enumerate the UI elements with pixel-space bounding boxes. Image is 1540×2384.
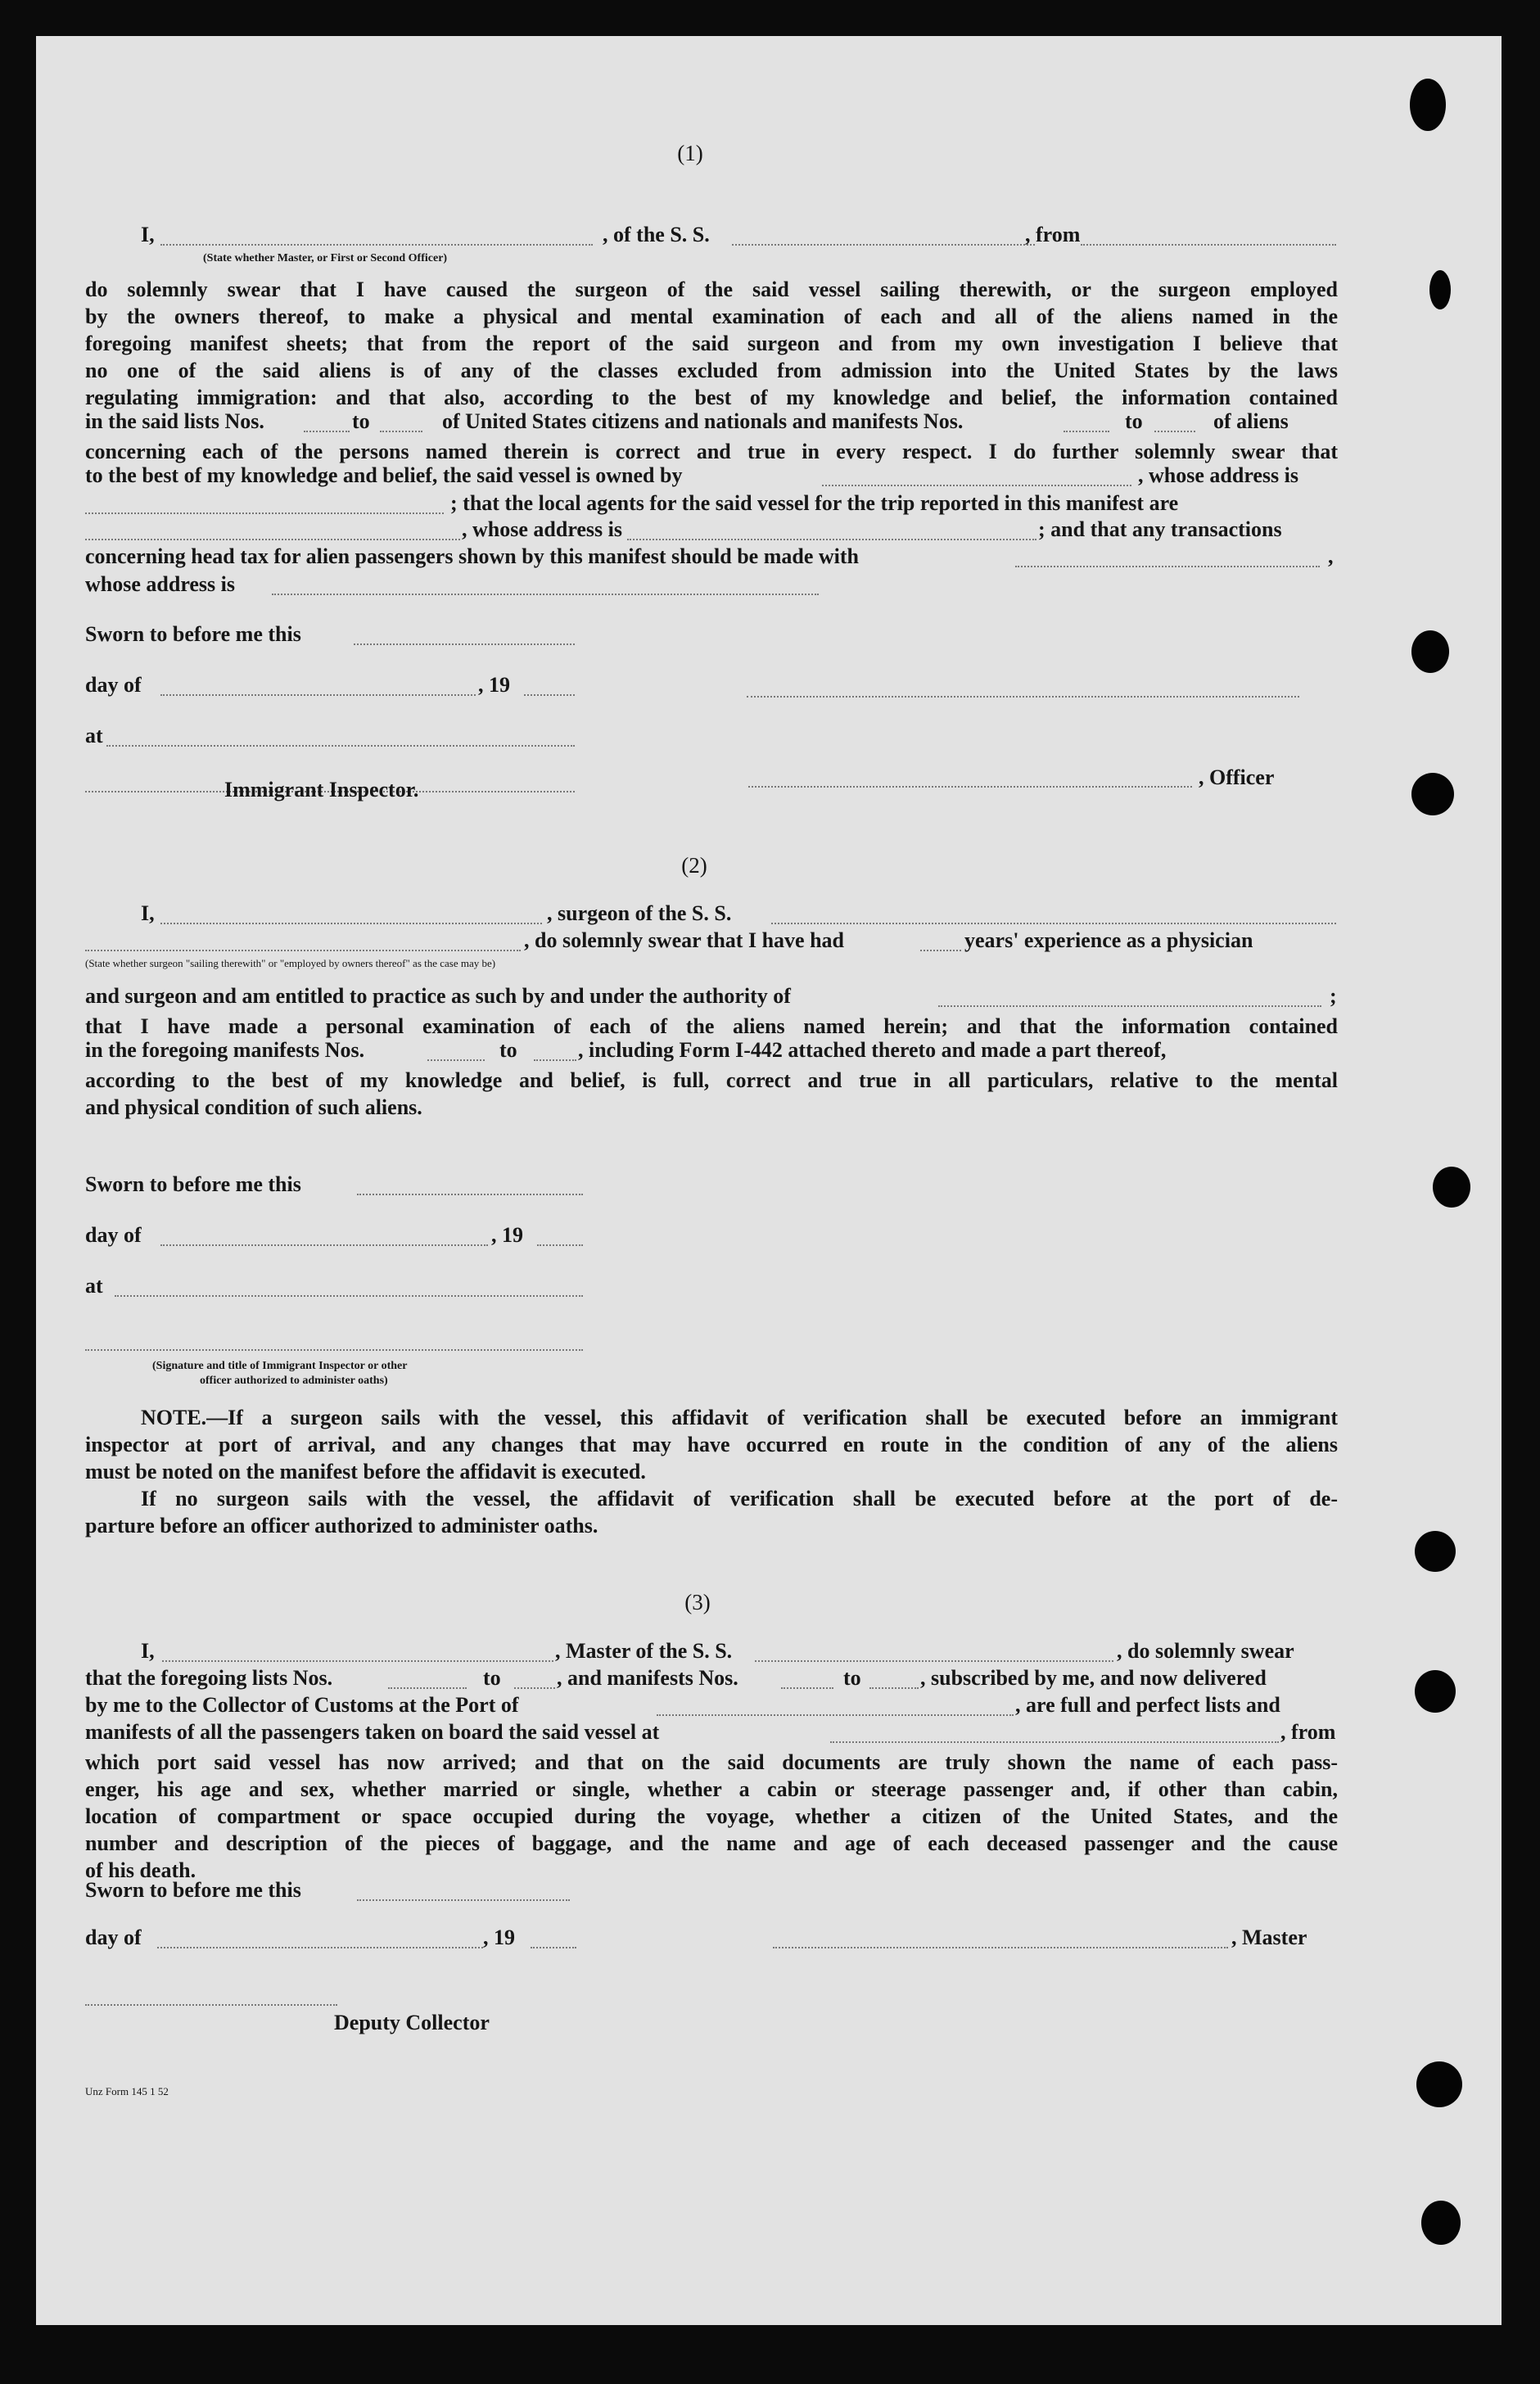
s1-sworn-label: Sworn to before me this (85, 622, 301, 646)
s3-perfect-label: , are full and perfect lists and (1015, 1693, 1280, 1717)
section-3-number: (3) (684, 1590, 711, 1614)
s1-manifests-to-label: to (1125, 409, 1143, 433)
s3-master-name-field[interactable] (162, 1660, 553, 1662)
s2-signature-note-1: (Signature and title of Immigrant Inspector or other (152, 1360, 408, 1372)
s3-master-signature-field[interactable] (773, 1947, 1228, 1948)
s1-agent-address-label: , whose address is (462, 517, 623, 541)
s3-board-label: manifests of all the passengers taken on board the said vessel at (85, 1720, 660, 1744)
s2-swear-label: , do solemnly swear that I have had (524, 928, 845, 952)
punch-hole-9 (1421, 2201, 1461, 2245)
s2-years-label: years' experience as a physician (964, 928, 1253, 952)
s1-i-label: I, (141, 223, 155, 246)
s1-day-label: day of (85, 673, 142, 697)
s2-at-label: at (85, 1274, 103, 1298)
s2-manifests-from-field[interactable] (427, 1059, 485, 1061)
s1-whose-address-field[interactable] (272, 594, 819, 595)
s1-of-ss-label: , of the S. S. (603, 223, 710, 246)
s3-master-label: , Master of the S. S. (555, 1639, 733, 1663)
s3-manifests-to-label: to (843, 1666, 861, 1690)
s1-at-field[interactable] (106, 745, 575, 747)
s2-authority-field[interactable] (938, 1005, 1321, 1007)
punch-hole-7 (1415, 1670, 1456, 1713)
s3-lists-from-field[interactable] (388, 1687, 467, 1689)
s3-vessel-field[interactable] (755, 1660, 1113, 1662)
s1-lists-to-label: to (352, 409, 370, 433)
s3-deputy-signature-field[interactable] (85, 2004, 337, 2006)
s3-deputy-label: Deputy Collector (334, 2011, 490, 2034)
s1-whose-address-label: whose address is (85, 572, 236, 596)
s1-owner-field[interactable] (822, 485, 1131, 486)
s1-lists-to-field[interactable] (380, 431, 422, 432)
s1-from-label: , from (1025, 223, 1081, 246)
s3-year-field[interactable] (531, 1947, 576, 1948)
s2-day-field[interactable] (160, 1244, 488, 1246)
s2-surgeon-type-field[interactable] (85, 950, 521, 951)
s3-board-port-field[interactable] (830, 1741, 1279, 1743)
s1-owner-address-field[interactable] (85, 512, 444, 514)
s3-paragraph: which port said vessel has now arrived; and that on the said documents are truly shown the name of each pass- enger, his age and sex, whether married or single, whether a cabin or steerage passenger and, if other than cabin, location of compartment or space occupied during the voyage, whether a citizen of the United States, and the number and description of the pieces of baggage, and the name and age of each deceased passenger and the cause of his death. (85, 1750, 1338, 1882)
s1-agents-label: ; that the local agents for the said vessel for the trip reported in this manifest are (450, 491, 1179, 515)
s2-sworn-label: Sworn to before me this (85, 1172, 301, 1196)
s2-signature-note-2: officer authorized to administer oaths) (200, 1375, 388, 1387)
s1-year-label: , 19 (478, 673, 510, 697)
section-2-number: (2) (681, 853, 707, 878)
s3-collector-label: by me to the Collector of Customs at the Port of (85, 1693, 519, 1717)
s2-paragraph-end: according to the best of my knowledge and belief, is full, correct and true in all particulars, relative to the mental and physical condition of such aliens. (85, 1068, 1338, 1119)
s1-owner-address-label: , whose address is (1138, 463, 1299, 487)
s3-manifests-label: , and manifests Nos. (557, 1666, 738, 1690)
s2-note-paragraph: NOTE.—If a surgeon sails with the vessel, this affidavit of verification shall be executed before an immigrant inspector at port of arrival, and any changes that may have occurred en route in the condition of any of the aliens must be noted on the manifest before the affidavit is executed. (85, 1406, 1338, 1483)
s1-lists-label: in the said lists Nos. (85, 409, 264, 433)
s3-sworn-field[interactable] (357, 1899, 570, 1901)
s3-port-field[interactable] (657, 1714, 1014, 1716)
s3-manifests-to-field[interactable] (869, 1687, 919, 1689)
s2-authority-label: and surgeon and am entitled to practice as such by and under the authority of (85, 984, 791, 1008)
s2-surgeon-note: (State whether surgeon "sailing therewith" or "employed by owners thereof" as the case may be) (85, 957, 496, 969)
s3-i-label: I, (141, 1639, 155, 1663)
s1-paragraph: do solemnly swear that I have caused the surgeon of the said vessel sailing therewith, or the surgeon employed by the owners thereof, to make a physical and mental examination of each and all of the aliens named in the foregoing manifest sheets; that from the report of the said surgeon and from my own investigation I believe that no one of the said aliens is of any of the classes excluded from admission into the United States by the laws regulating immigration: and that also, according to the best of my knowledge and belief, the information contained (85, 278, 1338, 409)
s1-aliens-label: of aliens (1213, 409, 1289, 433)
s1-officer-signature-field[interactable] (748, 786, 1192, 788)
s2-vessel-field[interactable] (771, 923, 1336, 924)
s1-year-field[interactable] (524, 694, 575, 696)
s1-headtax-label: concerning head tax for alien passengers shown by this manifest should be made with (85, 544, 860, 568)
s2-manifests-label: in the foregoing manifests Nos. (85, 1038, 365, 1062)
s1-agent-address-field[interactable] (627, 539, 1036, 540)
s1-officer-name-field[interactable] (160, 244, 593, 246)
s2-manifests-to-label: to (499, 1038, 517, 1062)
s3-lists-to-field[interactable] (514, 1687, 555, 1689)
s1-transactions-label: ; and that any transactions (1038, 517, 1282, 541)
section-1-number: (1) (677, 141, 703, 165)
punch-hole-6 (1415, 1531, 1456, 1572)
s2-i-label: I, (141, 901, 155, 925)
s1-paragraph-2: concerning each of the persons named therein is correct and true in every respect. I do further solemnly swear that (85, 440, 1338, 463)
s1-vessel-field[interactable] (732, 244, 1035, 246)
s1-agents-field[interactable] (85, 539, 460, 540)
s1-day-field[interactable] (160, 694, 476, 696)
s1-manifests-from-field[interactable] (1064, 431, 1109, 432)
s1-headtax-field[interactable] (1015, 566, 1320, 567)
s2-surgeon-of-label: , surgeon of the S. S. (547, 901, 732, 925)
s3-day-field[interactable] (157, 1947, 483, 1948)
s1-from-field[interactable] (1081, 244, 1336, 246)
s3-lists-label: that the foregoing lists Nos. (85, 1666, 333, 1690)
s1-at-label: at (85, 724, 103, 747)
s2-year-field[interactable] (537, 1244, 583, 1246)
s3-year-label: , 19 (483, 1926, 515, 1949)
s1-inspector-label: Immigrant Inspector. (224, 778, 419, 801)
punch-hole-3 (1411, 630, 1449, 673)
s2-manifests-to-field[interactable] (534, 1059, 576, 1061)
s1-manifests-to-field[interactable] (1154, 431, 1195, 432)
s2-at-field[interactable] (115, 1295, 583, 1297)
manifest-form-page (36, 36, 1502, 2325)
s3-lists-to-label: to (483, 1666, 501, 1690)
s2-year-label: , 19 (491, 1223, 523, 1247)
s1-officer-signature-top-field[interactable] (747, 696, 1299, 698)
punch-hole-4 (1411, 773, 1454, 815)
s3-master-sign-label: , Master (1231, 1926, 1307, 1949)
s2-years-field[interactable] (920, 950, 961, 951)
form-number: Unz Form 145 1 52 (85, 2085, 169, 2097)
s2-exam-paragraph: that I have made a personal examination of each of the aliens named herein; and that the information contained (85, 1014, 1338, 1038)
s1-headtax-comma: , (1328, 544, 1334, 568)
s3-delivered-label: , subscribed by me, and now delivered (920, 1666, 1267, 1690)
s1-officer-label: , Officer (1199, 765, 1275, 789)
s1-citizens-label: of United States citizens and nationals and manifests Nos. (442, 409, 964, 433)
punch-hole-1 (1410, 79, 1446, 131)
s2-note-paragraph-2: If no surgeon sails with the vessel, the affidavit of verification shall be executed before at the port of de- parture before an officer authorized to administer oaths. (85, 1487, 1338, 1537)
s1-sworn-field[interactable] (354, 643, 575, 645)
s2-surgeon-name-field[interactable] (160, 923, 542, 924)
s1-master-note: (State whether Master, or First or Second Officer) (203, 252, 448, 264)
s2-form-label: , including Form I-442 attached thereto and made a part thereof, (578, 1038, 1167, 1062)
s3-sworn-label: Sworn to before me this (85, 1878, 301, 1902)
s3-swear-label: , do solemnly swear (1117, 1639, 1294, 1663)
s1-lists-from-field[interactable] (304, 431, 350, 432)
s2-day-label: day of (85, 1223, 142, 1247)
s2-signature-field[interactable] (85, 1349, 583, 1351)
s3-day-label: day of (85, 1926, 142, 1949)
s2-authority-semicolon: ; (1330, 984, 1337, 1008)
punch-hole-5 (1433, 1167, 1470, 1208)
s2-sworn-field[interactable] (357, 1194, 583, 1195)
s3-manifests-from-field[interactable] (781, 1687, 833, 1689)
punch-hole-2 (1429, 270, 1451, 309)
s3-from-label: , from (1280, 1720, 1336, 1744)
s1-owned-label: to the best of my knowledge and belief, the said vessel is owned by (85, 463, 683, 487)
punch-hole-8 (1416, 2061, 1462, 2107)
